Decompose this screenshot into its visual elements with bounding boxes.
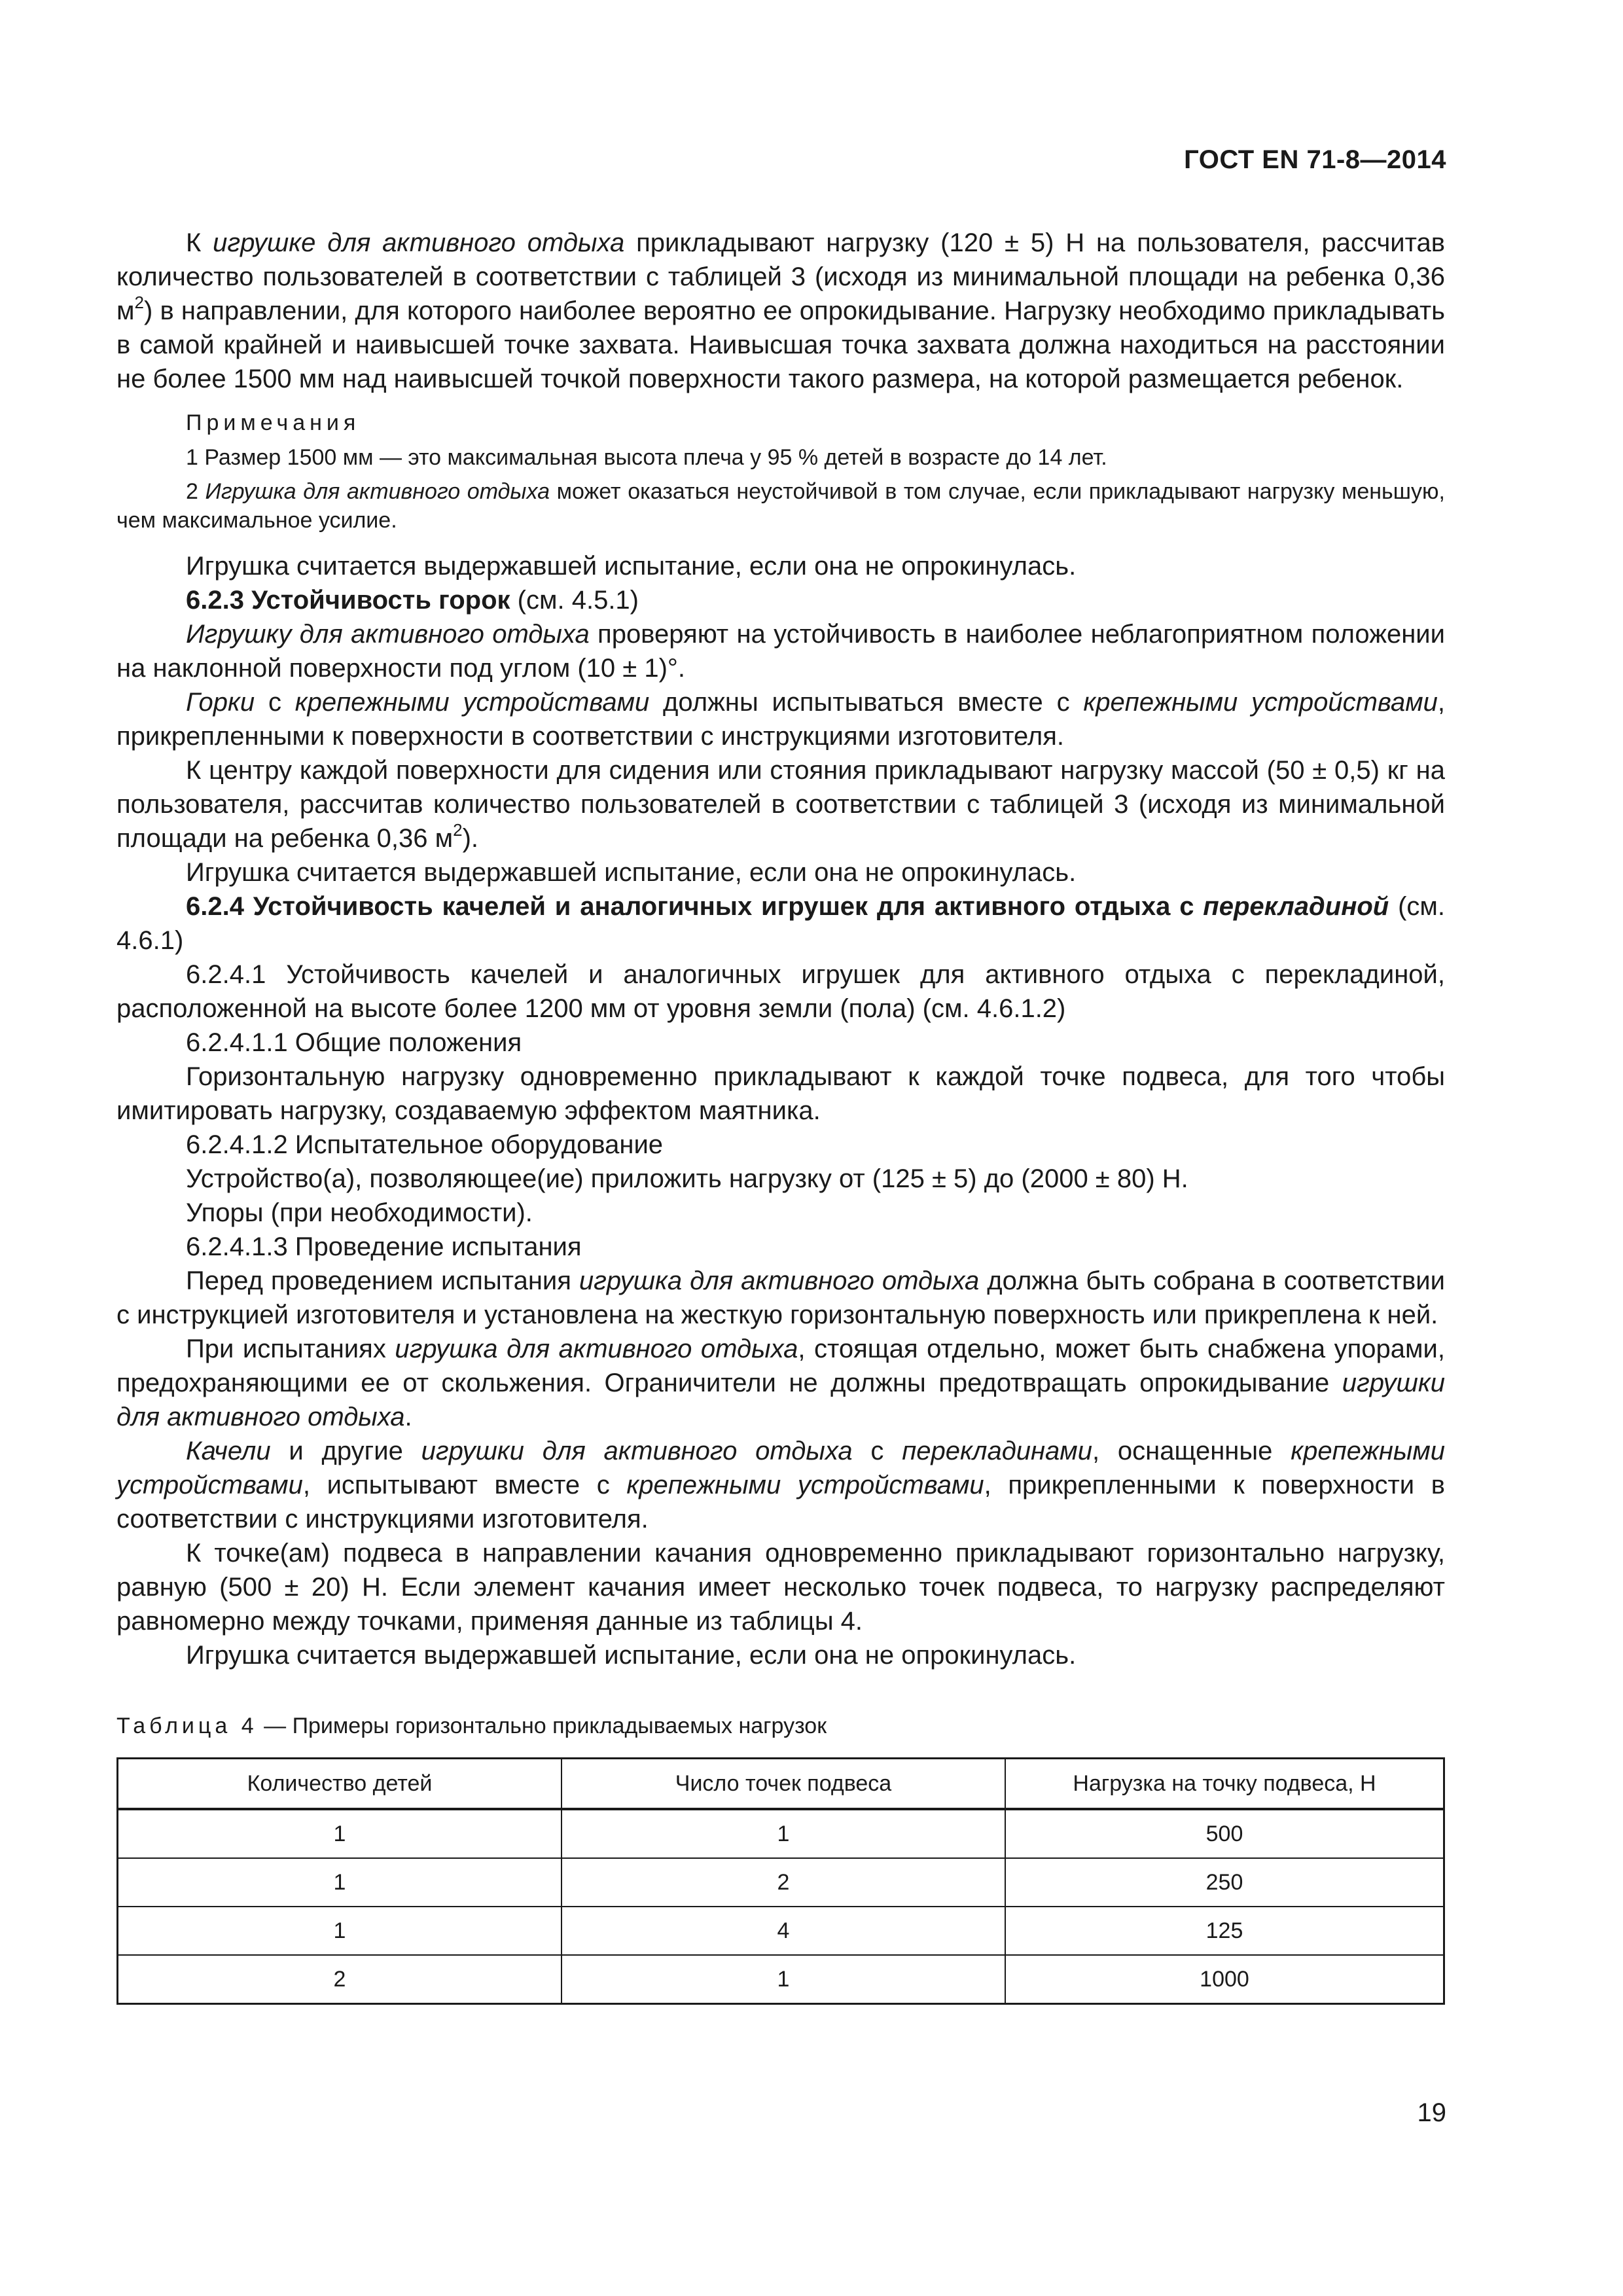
text-run: , испытывают вместе с	[302, 1471, 627, 1499]
document-id-header: ГОСТ EN 71-8—2014	[1184, 145, 1446, 174]
text-run: При испытаниях	[186, 1335, 395, 1363]
defined-term: крепежными устройствами	[626, 1471, 984, 1499]
text-run: .	[404, 1403, 412, 1431]
column-header-load-per-point: Нагрузка на точку подвеса, Н	[1005, 1759, 1444, 1810]
note-2	[116, 477, 1445, 535]
section-6-2-4-1-2-title: 6.2.4.1.2 Испытательное оборудование	[186, 1130, 664, 1159]
superscript: 2	[453, 820, 463, 840]
defined-term: игрушки для активного отдыха	[421, 1437, 853, 1465]
defined-term: Качели	[186, 1437, 271, 1465]
paragraph-slide-stability	[116, 617, 1445, 685]
section-6-2-3-heading	[116, 583, 1445, 617]
column-header-children: Количество детей	[118, 1759, 562, 1810]
paragraph-slide-fixings	[116, 685, 1445, 753]
table-cell: 2	[118, 1955, 562, 2004]
page-number: 19	[1417, 2098, 1446, 2127]
text-run: К	[186, 228, 213, 257]
table-cell: 1	[562, 1809, 1005, 1858]
table-row	[118, 1907, 1444, 1955]
table-header-row	[118, 1759, 1444, 1810]
section-title: 6.2.4 Устойчивость качелей и аналогичных игрушек для активного отдыха с	[186, 892, 1204, 921]
table-cell: 500	[1005, 1809, 1444, 1858]
text-run: , прикрепленными к поверхности в соответствии с инструкциями изготовителя.	[116, 688, 1446, 751]
text-run: может оказаться неустойчивой в том случае, если прикладывают нагрузку меньшую, чем максимальное усилие.	[116, 479, 1445, 533]
section-reference: (см. 4.5.1)	[510, 586, 639, 615]
table-row	[118, 1858, 1444, 1907]
defined-term: игрушка для активного отдыха	[395, 1335, 798, 1363]
table-cell: 1	[118, 1858, 562, 1907]
defined-term: крепежными устройствами	[1083, 688, 1438, 717]
paragraph-equipment-device: Устройство(а), позволяющее(ие) приложить нагрузку от (125 ± 5) до (2000 ± 80) Н.	[186, 1164, 1188, 1193]
note-1: 1 Размер 1500 мм — это максимальная высота плеча у 95 % детей в возрасте до 14 лет.	[186, 445, 1107, 470]
paragraph-procedure-load: К точке(ам) подвеса в направлении качания одновременно прикладывают горизонтально нагрузку, равную (500 ± 20) Н. Если элемент качания имеет несколько точек подвеса, то нагрузку распределяют равномерно между точками, применяя данные из таблицы 4.	[116, 1539, 1445, 1636]
table-cell: 1	[118, 1907, 562, 1955]
section-reference: (см. 4.6.1)	[116, 892, 1446, 955]
text-run: с	[852, 1437, 902, 1465]
defined-term: Горки	[186, 688, 255, 717]
table-label: Таблица 4	[116, 1713, 258, 1738]
text-run: Перед проведением испытания	[186, 1266, 579, 1295]
section-6-2-4-1: 6.2.4.1 Устойчивость качелей и аналогичных игрушек для активного отдыха с перекладиной, расположенной на высоте более 1200 мм от уровня земли (пола) (см. 4.6.1.2)	[116, 960, 1445, 1023]
pass-criterion-3: Игрушка считается выдержавшей испытание, если она не опрокинулась.	[186, 1641, 1077, 1670]
text-run: с	[255, 688, 295, 717]
column-header-suspension-points: Число точек подвеса	[562, 1759, 1005, 1810]
table-cell: 4	[562, 1907, 1005, 1955]
defined-term: игрушки для активного отдыха	[116, 1369, 1445, 1431]
paragraph-load-application	[116, 226, 1445, 396]
section-title: 6.2.3 Устойчивость горок	[186, 586, 510, 615]
text-run: должны испытываться вместе с	[649, 688, 1084, 717]
table-row	[118, 1955, 1444, 2004]
text-run: ) в направлении, для которого наиболее вероятно ее опрокидывание. Нагрузку необходимо прикладывать в самой крайней и наивысшей точке захвата. Наивысшая точка захвата должна находиться на расстоянии не более 1500 мм над наивысшей точкой поверхности такого размера, на которой размещается ребенок.	[116, 296, 1445, 393]
paragraph-procedure-stops	[116, 1332, 1445, 1434]
table-cell: 1	[562, 1955, 1005, 2004]
paragraph-procedure-swings	[116, 1434, 1445, 1536]
text-run: , оснащенные	[1092, 1437, 1291, 1465]
section-6-2-4-1-1-title: 6.2.4.1.1 Общие положения	[186, 1028, 522, 1057]
section-6-2-4-heading	[116, 889, 1445, 958]
defined-term: Игрушку для активного отдыха	[186, 620, 590, 649]
page-body	[116, 226, 1445, 2005]
paragraph-general: Горизонтальную нагрузку одновременно прикладывают к каждой точке подвеса, для того чтобы имитировать нагрузку, создаваемую эффектом маятника.	[116, 1062, 1445, 1125]
table-cell: 1	[118, 1809, 562, 1858]
text-run: и другие	[270, 1437, 421, 1465]
defined-term: перекладиной	[1203, 892, 1389, 921]
text-run: должна быть собрана в соответствии с инструкцией изготовителя и установлена на жесткую горизонтальную поверхность или прикреплена к ней.	[116, 1266, 1445, 1329]
table-row	[118, 1809, 1444, 1858]
defined-term: Игрушка для активного отдыха	[205, 479, 550, 504]
paragraph-equipment-stops: Упоры (при необходимости).	[186, 1198, 533, 1227]
section-6-2-4-1-3-title: 6.2.4.1.3 Проведение испытания	[186, 1232, 582, 1261]
defined-term: крепежными устройствами	[294, 688, 650, 717]
paragraph-procedure-assembly	[116, 1264, 1445, 1332]
paragraph-seat-load	[116, 753, 1445, 855]
defined-term: крепежными устройствами	[116, 1437, 1446, 1499]
defined-term: игрушка для активного отдыха	[579, 1266, 980, 1295]
table-cell: 1000	[1005, 1955, 1444, 2004]
table-cell: 2	[562, 1858, 1005, 1907]
defined-term: перекладинами	[902, 1437, 1092, 1465]
text-run: , прикрепленными к поверхности в соответствии с инструкциями изготовителя.	[116, 1471, 1445, 1534]
table-cell: 250	[1005, 1858, 1444, 1907]
table-title: — Примеры горизонтально прикладываемых нагрузок	[257, 1713, 827, 1738]
text-run: ).	[462, 824, 479, 853]
superscript: 2	[134, 293, 144, 313]
table-cell: 125	[1005, 1907, 1444, 1955]
text-run: К центру каждой поверхности для сидения или стояния прикладывают нагрузку массой (50 ± 0,5) кг на пользователя, рассчитав количество пользователей в соответствии с таблицей 3 (исходя из минимальной площади на ребенка 0,36 м	[116, 756, 1445, 853]
table-caption	[116, 1709, 1445, 1743]
text-run: 2	[186, 479, 205, 504]
pass-criterion-1: Игрушка считается выдержавшей испытание, если она не опрокинулась.	[186, 552, 1077, 581]
defined-term: игрушке для активного отдыха	[213, 228, 625, 257]
text-run: проверяют на устойчивость в наиболее неблагоприятном положении на наклонной поверхности под углом (10 ± 1)°.	[116, 620, 1445, 683]
notes-heading: Примечания	[186, 410, 361, 435]
load-examples-table	[116, 1757, 1445, 2005]
text-run: прикладывают нагрузку (120 ± 5) Н на пользователя, рассчитав количество пользователей в соответствии с таблицей 3 (исходя из минимальной площади на ребенка 0,36 м	[116, 228, 1445, 325]
pass-criterion-2: Игрушка считается выдержавшей испытание, если она не опрокинулась.	[186, 858, 1077, 887]
text-run: , стоящая отдельно, может быть снабжена упорами, предохраняющими ее от скольжения. Ограничители не должны предотвращать опрокидывание	[116, 1335, 1445, 1397]
